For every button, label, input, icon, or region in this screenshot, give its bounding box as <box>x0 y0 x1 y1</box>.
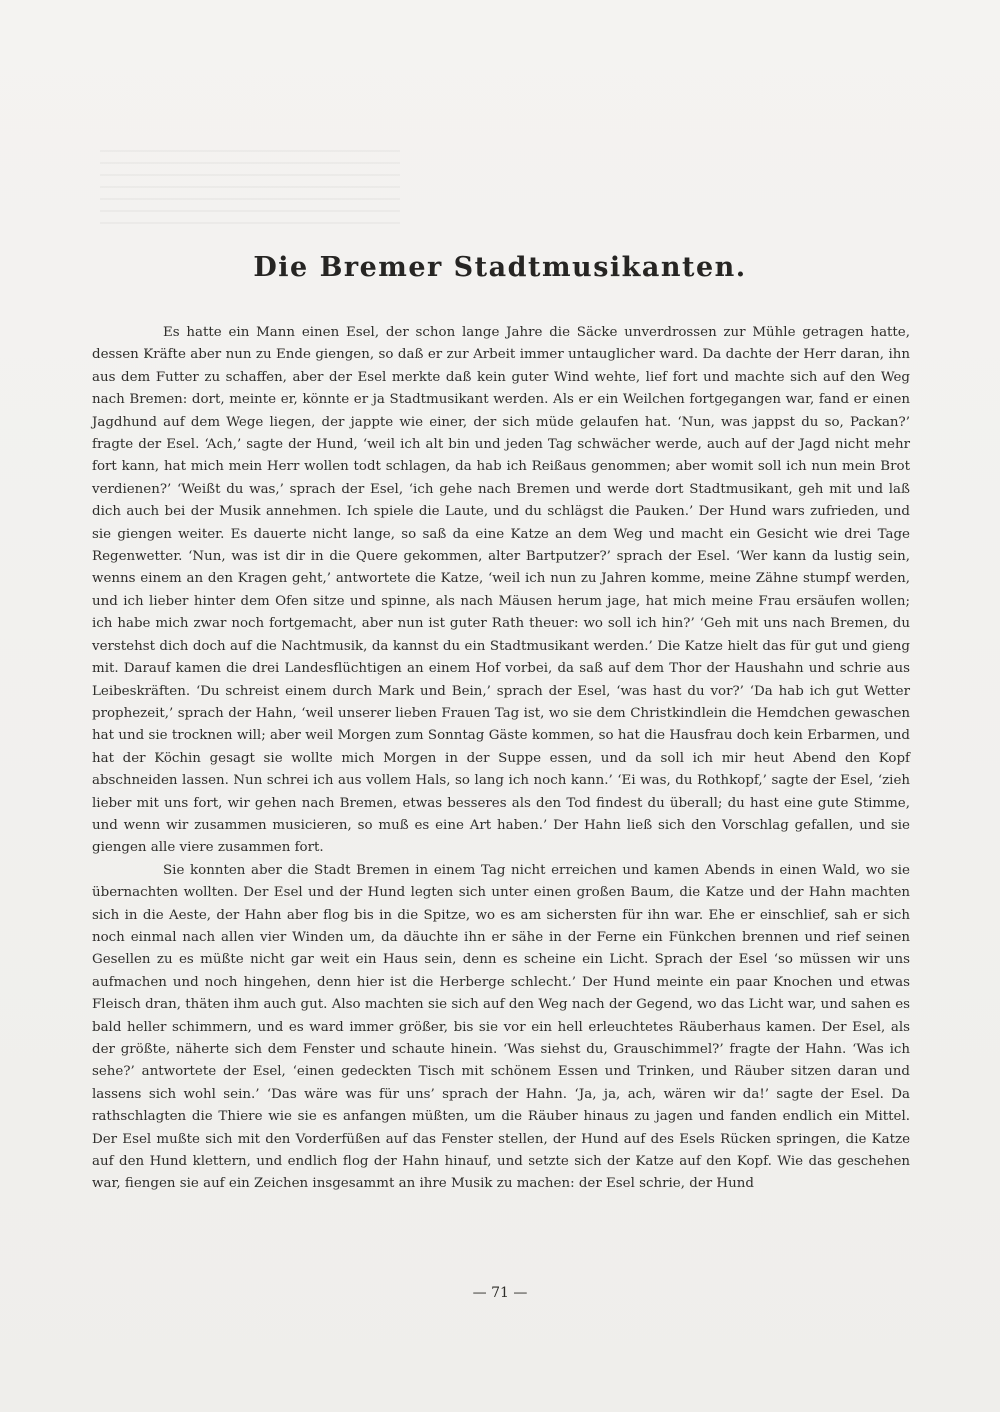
show-through-ghost-text <box>100 140 400 230</box>
chapter-title: Die Bremer Stadtmusikanten. <box>253 252 747 283</box>
paragraph-2: Sie konnten aber die Stadt Bremen in einem Tag nicht erreichen und kamen Abends in einen Wald, wo sie übernachten wollten. Der Esel und der Hund legten sich unter einen großen Baum, die Katze und der Hahn machten sich in die Aeste, der Hahn aber flog bis in die Spitze, wo es am sichersten für ihn war. Ehe er einschlief, sah er sich noch einmal nach allen vier Winden um, da däuchte ihn er sähe in der Ferne ein Fünkchen brennen und rief seinen Gesellen zu es müßte nicht gar weit ein Haus sein, denn es scheine ein Licht. Sprach der Esel ‘so müssen wir uns aufmachen und noch hingehen, denn hier ist die Herberge schlecht.’ Der Hund meinte ein paar Knochen und etwas Fleisch dran, thäten ihm auch gut. Also machten sie sich auf den Weg nach der Gegend, wo das Licht war, und sahen es bald heller schimmern, und es ward immer größer, bis sie vor ein hell erleuchtetes Räuberhaus kamen. Der Esel, als der größte, näherte sich dem Fenster und schaute hinein. ‘Was siehst du, Grauschimmel?’ fragte der Hahn. ‘Was ich sehe?’ antwortete der Esel, ‘einen gedeckten Tisch mit schönem Essen und Trinken, und Räuber sitzen daran und lassens sich wohl sein.’ ‘Das wäre was für uns’ sprach der Hahn. ‘Ja, ja, ach, wären wir da!’ sagte der Esel. Da rathschlagten die Thiere wie sie es anfangen müßten, um die Räuber hinaus zu jagen und fanden endlich ein Mittel. Der Esel mußte sich mit den Vorderfüßen auf das Fenster stellen, der Hund auf des Esels Rücken springen, die Katze auf den Hund klettern, und endlich flog der Hahn hinauf, und setzte sich der Katze auf den Kopf. Wie das geschehen war, fiengen sie auf ein Zeichen insgesammt an ihre Musik zu machen: der Esel schrie, der Hund <box>92 862 910 1192</box>
body-text <box>92 322 910 1196</box>
paragraph-1: Es hatte ein Mann einen Esel, der schon lange Jahre die Säcke unverdrossen zur Mühle getragen hatte, dessen Kräfte aber nun zu Ende giengen, so daß er zur Arbeit immer untauglicher ward. Da dachte der Herr daran, ihn aus dem Futter zu schaffen, aber der Esel merkte daß kein guter Wind wehte, lief fort und machte sich auf den Weg nach Bremen: dort, meinte er, könnte er ja Stadtmusikant werden. Als er ein Weilchen fortgegangen war, fand er einen Jagdhund auf dem Wege liegen, der jappte wie einer, der sich müde gelaufen hat. ‘Nun, was jappst du so, Packan?’ fragte der Esel. ‘Ach,’ sagte der Hund, ‘weil ich alt bin und jeden Tag schwächer werde, auch auf der Jagd nicht mehr fort kann, hat mich mein Herr wollen todt schlagen, da hab ich Reißaus genommen; aber womit soll ich nun mein Brot verdienen?’ ‘Weißt du was,’ sprach der Esel, ‘ich gehe nach Bremen und werde dort Stadtmusikant, geh mit und laß dich auch bei der Musik annehmen. Ich spiele die Laute, und du schlägst die Pauken.’ Der Hund wars zufrieden, und sie giengen weiter. Es dauerte nicht lange, so saß da eine Katze an dem Weg und macht ein Gesicht wie drei Tage Regenwetter. ‘Nun, was ist dir in die Quere gekommen, alter Bartputzer?’ sprach der Esel. ‘Wer kann da lustig sein, wenns einem an den Kragen geht,’ antwortete die Katze, ‘weil ich nun zu Jahren komme, meine Zähne stumpf werden, und ich lieber hinter dem Ofen sitze und spinne, als nach Mäusen herum jage, hat mich meine Frau ersäufen wollen; ich habe mich zwar noch fortgemacht, aber nun ist guter Rath theuer: wo soll ich hin?’ ‘Geh mit uns nach Bremen, du verstehst dich doch auf die Nachtmusik, da kannst du ein Stadtmusikant werden.’ Die Katze hielt das für gut und gieng mit. Darauf kamen die drei Landesflüchtigen an einem Hof vorbei, da saß auf dem Thor der Haushahn und schrie aus Leibeskräften. ‘Du schreist einem durch Mark und Bein,’ sprach der Esel, ‘was hast du vor?’ ‘Da hab ich gut Wetter prophezeit,’ sprach der Hahn, ‘weil unserer lieben Frauen Tag ist, wo sie dem Christkindlein die Hemdchen gewaschen hat und sie trocknen will; aber weil Morgen zum Sonntag Gäste kommen, so hat die Hausfrau doch kein Erbarmen, und hat der Köchin gesagt sie wollte mich Morgen in der Suppe essen, und da soll ich mir heut Abend den Kopf abschneiden lassen. Nun schrei ich aus vollem Hals, so lang ich noch kann.’ ‘Ei was, du Rothkopf,’ sagte der Esel, ‘zieh lieber mit uns fort, wir gehen nach Bremen, etwas besseres als den Tod findest du überall; du hast eine gute Stimme, und wenn wir zusammen musicieren, so muß es eine Art haben.’ Der Hahn ließ sich den Vorschlag gefallen, und sie giengen alle viere zusammen fort. <box>92 325 910 856</box>
page-number: — 71 — <box>472 1285 528 1301</box>
